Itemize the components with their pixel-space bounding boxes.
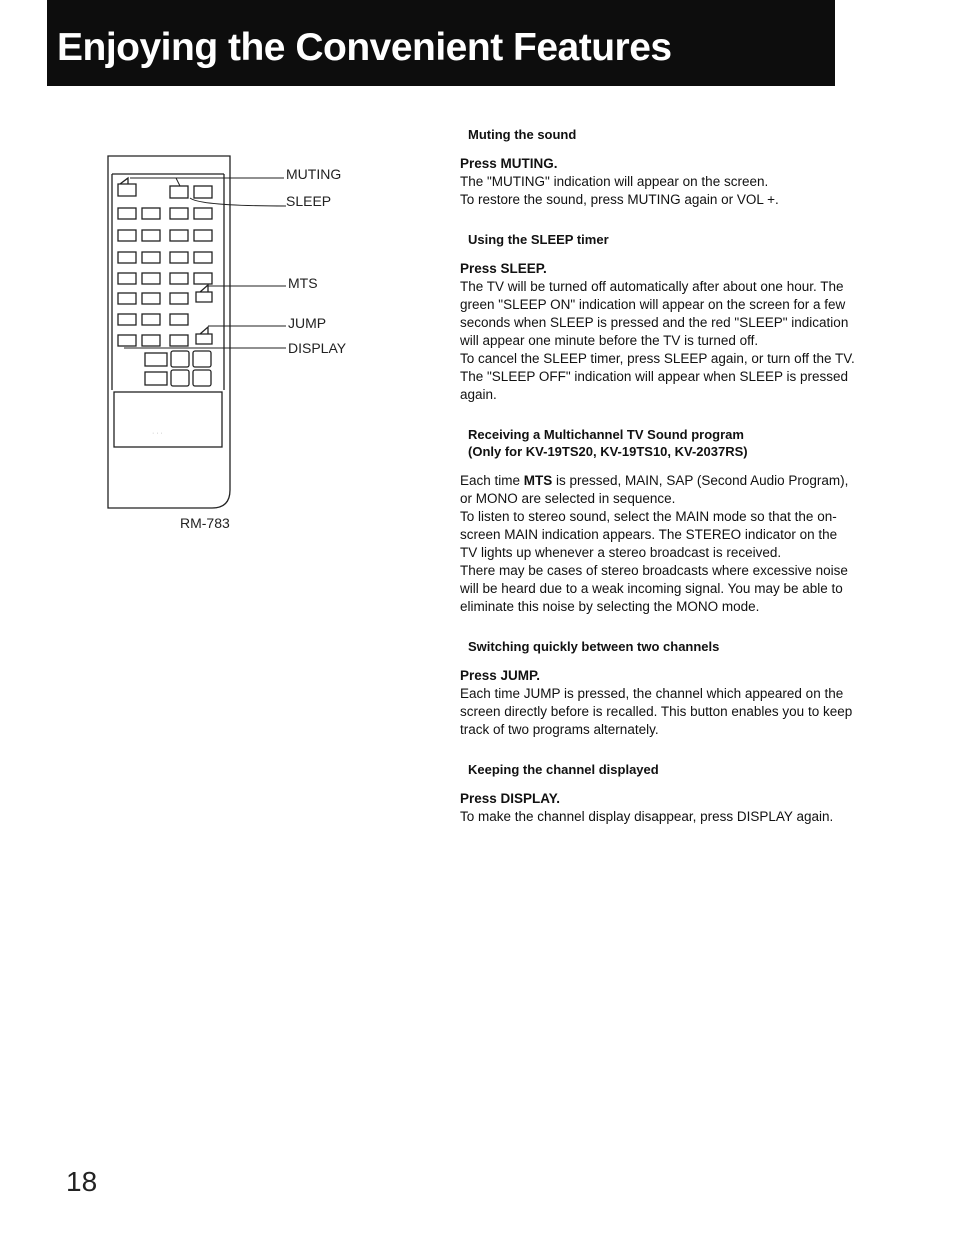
- remote-model-label: RM-783: [180, 515, 230, 531]
- section-sleep: [460, 231, 855, 404]
- heading-line: Receiving a Multichannel TV Sound program: [468, 427, 744, 442]
- heading-line: (Only for KV-19TS20, KV-19TS10, KV-2037RS): [468, 444, 748, 459]
- features-content: [460, 126, 855, 844]
- section-heading: Using the SLEEP timer: [468, 232, 609, 247]
- remote-control-drawing: [100, 150, 390, 540]
- body-paragraph: To cancel the SLEEP timer, press SLEEP again, or turn off the TV. The "SLEEP OFF" indication will appear when SLEEP is pressed again.: [460, 351, 855, 402]
- press-instruction: Press MUTING.: [460, 156, 558, 171]
- section-heading: [468, 426, 855, 460]
- key-name: MTS: [523, 473, 553, 488]
- svg-text:· · ·: · · ·: [152, 430, 163, 437]
- body-suffix: is pressed, MAIN, SAP (Second Audio Program), or MONO are selected in sequence.: [460, 473, 849, 506]
- callout-mts: MTS: [288, 275, 318, 291]
- body-paragraph: There may be cases of stereo broadcasts where excessive noise will be heard due to a weak incoming signal. You may be able to eliminate this noise by selecting the MONO mode.: [460, 563, 848, 614]
- remote-control-figure: [100, 150, 390, 540]
- title-bar: [47, 0, 835, 86]
- body-paragraph: To listen to stereo sound, select the MAIN mode so that the on-screen MAIN indication appears. The STEREO indicator on the TV lights up whenever a stereo broadcast is received.: [460, 509, 838, 560]
- section-jump: [460, 638, 855, 739]
- callout-muting: MUTING: [286, 166, 342, 182]
- body-paragraph: The "MUTING" indication will appear on the screen.: [460, 174, 769, 189]
- page-title: Enjoying the Convenient Features: [57, 26, 672, 69]
- callout-display: DISPLAY: [288, 340, 347, 356]
- section-heading: Keeping the channel displayed: [468, 762, 659, 777]
- callout-sleep: SLEEP: [286, 193, 332, 209]
- press-instruction: Press JUMP.: [460, 668, 541, 683]
- body-paragraph: [460, 472, 855, 508]
- body-paragraph: To make the channel display disappear, press DISPLAY again.: [460, 809, 834, 824]
- press-instruction: Press SLEEP.: [460, 261, 547, 276]
- body-paragraph: Each time JUMP is pressed, the channel which appeared on the screen directly before is recalled. This button enables you to keep track of two programs alternately.: [460, 686, 853, 737]
- section-heading: Muting the sound: [468, 127, 577, 142]
- section-muting: [460, 126, 855, 209]
- page-number: 18: [66, 1166, 98, 1197]
- body-paragraph: To restore the sound, press MUTING again or VOL +.: [460, 192, 779, 207]
- body-paragraph: The TV will be turned off automatically after about one hour. The green "SLEEP ON" indication will appear on the screen for a few seconds when SLEEP is pressed and the red "SLEEP" indication will appear one minute before the TV is turned off.: [460, 279, 849, 348]
- press-instruction: Press DISPLAY.: [460, 791, 561, 806]
- section-heading: Switching quickly between two channels: [468, 639, 720, 654]
- section-mts: [460, 426, 855, 616]
- callout-jump: JUMP: [288, 315, 327, 331]
- body-prefix: Each time: [460, 473, 524, 488]
- section-display: [460, 761, 855, 826]
